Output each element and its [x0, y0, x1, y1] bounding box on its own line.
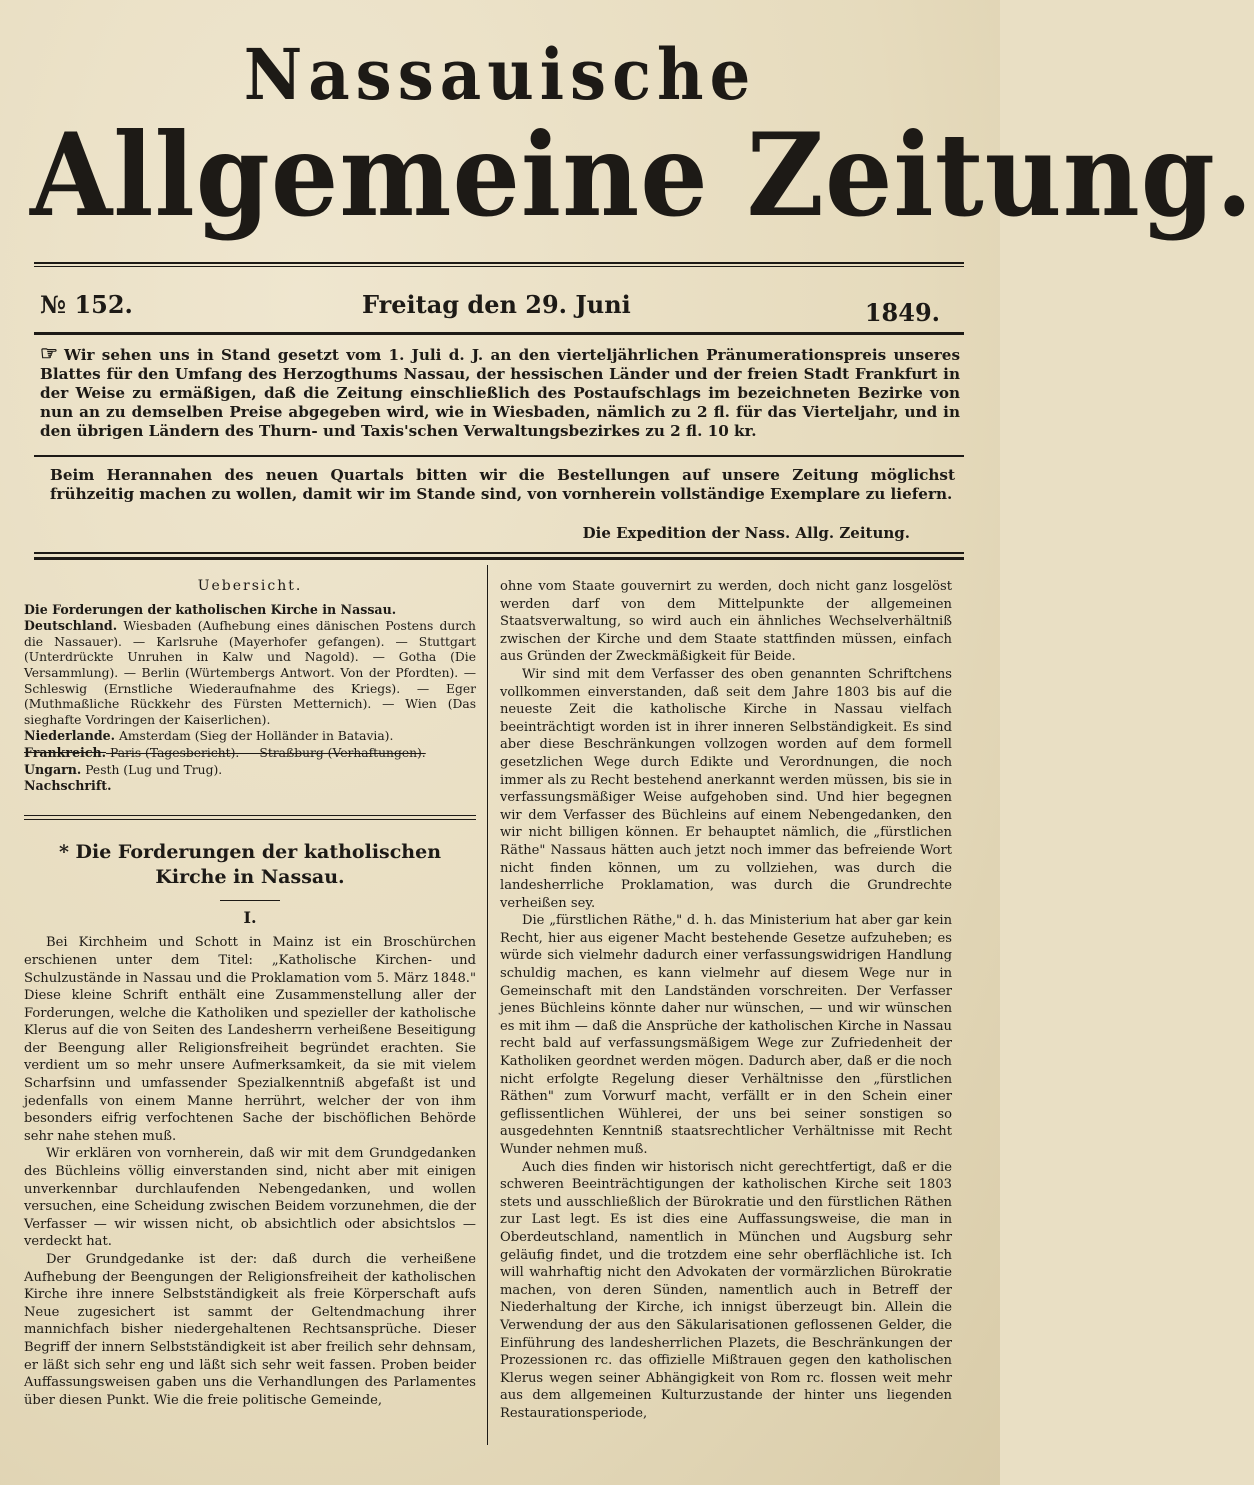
section-rule-2 [34, 557, 964, 560]
left-column [24, 578, 476, 1409]
article-paragraph: Bei Kirchheim und Schott in Mainz ist ein Broschürchen erschienen unter dem Titel: „Katholische Kirchen- und Schulzustände in Nassau und die Proklamation vom 5. März 1848." Diese kleine Schrift enthält eine Zusammenstellung aller der Forderungen, welche die Katholiken und spezieller der katholische Klerus auf die von Seiten des Landesherrn verheißene Beseitigung der Beengung aller Religionsfreiheit begründet erachten. Sie verdient um so mehr unsere Aufmerksamkeit, da sie mit vielem Scharfsinn und umfassender Spezialkenntniß abgefaßt ist und jedenfalls von einem Manne herrührt, welcher der von ihm besonders eifrig verfochtenen Sache der bischöflichen Behörde sehr nahe stehen muß. [24, 935, 476, 1144]
article-paragraph: Wir sind mit dem Verfasser des oben genannten Schriftchens vollkommen einverstanden, daß seit dem Jahre 1803 bis auf die neueste Zeit die katholische Kirche in Nassau vielfach beeinträchtigt worden ist in ihrer inneren Selbständigkeit. Es sind aber diese Beschränkungen vollzogen worden auf dem formell gesetzlichen Wege durch Edikte und Verordnungen, die noch immer als zu Recht bestehend anerkannt werden müssen, bis sie in verfassungsmäßiger Weise aufgehoben sind. Und hier begegnen wir dem Verfasser des Büchleins auf einem Nebengedanken, den wir nicht billigen können. Er behauptet nämlich, die „fürstlichen Räthe" Nassaus hätten auch jetzt noch immer das befreiende Wort nicht finden können, um zu vollziehen, was durch die landesherrliche Proklamation, was durch die Grundrechte verheißen sey. [500, 666, 952, 911]
overview-text: Amsterdam (Sieg der Holländer in Batavia). [119, 729, 394, 744]
overview-text: Wiesbaden (Aufhebung eines dänischen Postens durch die Nassauer). — Karlsruhe (Mayerhofer gefangen). — Stuttgart (Unterdrückte Unruhen in Kalw und Nagold). — Gotha (Die Versammlung). — Berlin (Würtembergs Antwort. Von der Pfordten). — Schleswig (Ernstliche Wiederaufnahme des Kriegs). — Eger (Muthmaßliche Rückkehr des Fürsten Metternich). — Wien (Das sieghafte Vordringen der Kaiserlichen). [24, 619, 476, 727]
dateline-rule [34, 332, 964, 335]
article-paragraph: Auch dies finden wir historisch nicht gerechtfertigt, daß er die schweren Beeinträchtigungen der katholischen Kirche seit 1803 stets und ausschließlich der Bürokratie und den fürstlichen Räthen zur Last legt. Es ist dies eine Auffassungsweise, die man in Oberdeutschland, namentlich in München und Augsburg sehr geläufig findet, und die trotzdem eine sehr oberflächliche ist. Ich will wahrhaftig nicht den Advokaten der vormärzlichen Bürokratie machen, von deren Sünden, namentlich auch in Betreff der Niederhaltung der Kirche, ich innigst überzeugt bin. Allein die Verwendung der aus den Säkularisationen geflossenen Gelder, die Einführung des landesherrlichen Plazets, die Beschränkungen der Prozessionen rc. das offizielle Mißtrauen gegen den katholischen Klerus wegen seiner Abhängigkeit von Rom rc. flossen weit mehr aus dem allgemeinen Kulturzustande der hinter uns liegenden Restaurationsperiode, [500, 1159, 952, 1421]
article-paragraph: Die „fürstlichen Räthe," d. h. das Ministerium hat aber gar kein Recht, hier aus eigener Macht bestehende Gesetze aufzuheben; es würde sich vielmehr dadurch einer verfassungswidrigen Handlung schuldig machen, es kann vielmehr auf diesem Wege nur in Gemeinschaft mit den Landständen vorschreiten. Der Verfasser jenes Büchleins könnte daher nur wünschen, — und wir wünschen es mit ihm — daß die Ansprüche der katholischen Kirche in Nassau recht bald auf verfassungsmäßigem Wege zur Zufriedenheit der Katholiken geordnet werden mögen. Dadurch aber, daß er die noch nicht erfolgte Regelung dieser Verhältnisse den „fürstlichen Räthen" zum Vorwurf macht, verfällt er in den Schein einer geflissentlichen Wühlerei, der uns bei seiner sonstigen so ausgedehnten Kenntniß staatsrechtlicher Verhältnisse mit Recht Wunder nehmen muß. [500, 913, 952, 1157]
masthead-rule-thin [34, 266, 964, 267]
column-divider [487, 565, 488, 1445]
notice-rule [34, 455, 964, 457]
section-rule-1 [34, 552, 964, 554]
issue-year: 1849. [864, 298, 940, 327]
overview-text: Paris (Tagesbericht). — Straßburg (Verhaftungen). [109, 745, 426, 760]
article-paragraph: Der Grundgedanke ist der: daß durch die verheißene Aufhebung der Beengungen der Religionsfreiheit der katholischen Kirche ihre innere Selbstständigkeit als freie Körperschaft aufs Neue zugesichert ist sammt der Geltendmachung ihrer mannichfach bisher niedergehaltenen Rechtsansprüche. Dieser Begriff der innern Selbstständigkeit ist aber freilich sehr dehnsam, er läßt sich sehr eng und läßt sich sehr weit fassen. Proben beider Auffassungsweisen gaben uns die Verhandlungen des Parlamentes über diesen Punkt. Wie die freie politische Gemeinde, [24, 1252, 476, 1408]
overview-head: Ungarn. [24, 761, 82, 777]
title-underline [220, 900, 280, 901]
masthead-rule [34, 262, 964, 264]
pointing-hand-icon: ☞ [40, 341, 58, 365]
overview-item [24, 728, 476, 745]
article-section: I. [243, 907, 257, 927]
overview-head: Nachschrift. [24, 778, 112, 794]
order-notice [50, 466, 955, 504]
overview-item [24, 762, 476, 779]
overview-head: Die Forderungen der katholischen Kirche in Nassau. [24, 601, 397, 617]
overview-head: Deutschland. [24, 618, 118, 634]
overview-head: Frankreich. [24, 744, 107, 760]
article-title: * Die Forderungen der katholischen Kirche in Nassau. [58, 840, 442, 888]
issue-date: Freitag den 29. Juni [362, 290, 631, 319]
overview-head: Niederlande. [24, 728, 116, 744]
article-paragraph: Wir erklären von vornherein, daß wir mit dem Grundgedanken des Büchleins völlig einverstanden sind, nicht aber mit einigen unverkennbar durchlaufenden Nebengedanken, und wollen versuchen, eine Scheidung zwischen Beidem vorzunehmen, die der Verfasser — wir wissen nicht, ob absichtlich oder absichtslos — verdeckt hat. [24, 1146, 476, 1250]
overview-item [24, 618, 476, 728]
order-notice-text: Beim Herannahen des neuen Quartals bitten wir die Bestellungen auf unsere Zeitung möglichst frühzeitig machen zu wollen, damit wir im Stande sind, von vornherein vollständige Exemplare zu liefern. [50, 466, 955, 503]
article-paragraph: ohne vom Staate gouvernirt zu werden, doch nicht ganz losgelöst werden darf von dem Mittelpunkte der allgemeinen Staatsverwaltung, so wird auch ein ähnliches Wechselverhältniß zwischen der Kirche und dem Staate stattfinden müssen, einfach aus Gründen der Zweckmäßigkeit für Beide. [500, 579, 952, 665]
dateline [40, 290, 940, 330]
overview-item [24, 745, 476, 762]
right-column [500, 578, 952, 1423]
overview-item [24, 602, 476, 619]
subscription-notice [40, 341, 960, 441]
masthead-title: Allgemeine Zeitung. [30, 107, 1254, 242]
subscription-notice-text: Wir sehen uns in Stand gesetzt vom 1. Juli d. J. an den vierteljährlichen Pränumerationspreis unseres Blattes für den Umfang des Herzogthums Nassau, der hessischen Länder und der freien Stadt Frankfurt in der Weise zu ermäßigen, daß die Zeitung einschließlich des Postaufschlags im bezeichneten Bezirke von nun an zu demselben Preise abgegeben wird, wie in Wiesbaden, nämlich zu 2 fl. für das Vierteljahr, und in den übrigen Ländern des Thurn- und Taxis'schen Verwaltungsbezirkes zu 2 fl. 10 kr. [40, 346, 960, 440]
overview-text: Pesth (Lug und Trug). [85, 762, 223, 777]
overview-item [24, 778, 476, 795]
masthead-line1: Nassauische [243, 34, 757, 117]
issue-number: № 152. [40, 290, 133, 319]
overview-rule-thin [24, 819, 476, 820]
signature: Die Expedition der Nass. Allg. Zeitung. [582, 524, 910, 542]
overview-title: Uebersicht. [197, 578, 303, 594]
overview-rule [24, 815, 476, 816]
